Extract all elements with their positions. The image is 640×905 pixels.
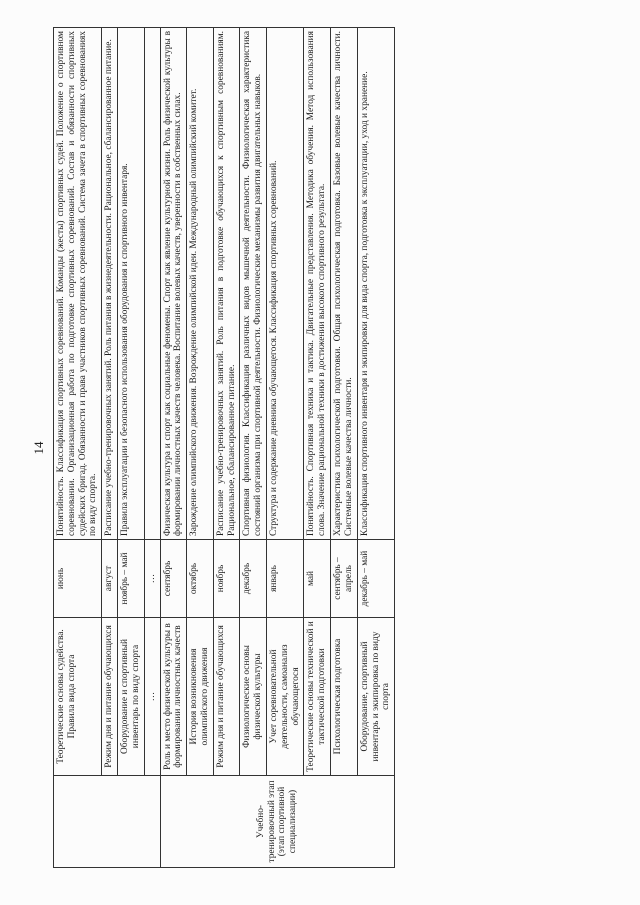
month-cell: ноябрь – май bbox=[118, 540, 145, 618]
topic-cell: Теоретические основы технической и тактической подготовки bbox=[304, 618, 331, 776]
table-row bbox=[331, 28, 358, 868]
month-cell: декабрь bbox=[240, 540, 267, 618]
theory-plan-table bbox=[53, 27, 395, 868]
topic-cell: Физиологические основы физической культуры bbox=[240, 618, 267, 776]
content-cell: Структура и содержание дневника обучающегося. Классификация спортивных соревнований. bbox=[267, 28, 304, 540]
content-cell: Физическая культура и спорт как социальные феномены. Спорт как явление культурной жизни. Роль физической культуры в формировании личностных качеств человека. Воспитание волевых качеств, уверенности в собственных силах. bbox=[160, 28, 187, 540]
content-cell: Расписание учебно-тренировочных занятий. Роль питания в жизнедеятельности. Рациональное, сбалансированное питание. bbox=[102, 28, 118, 540]
month-cell: июнь bbox=[54, 540, 102, 618]
topic-cell: Учет соревновательной деятельности, самоанализ обучающегося bbox=[267, 618, 304, 776]
content-cell: Понятийность. Спортивная техника и тактика. Двигательные представления. Методика обучения. Метод использования слова. Значение рациональной техники в достижении высокого спортивного результата. bbox=[304, 28, 331, 540]
content-cell: Понятийность. Классификация спортивных соревнований. Команды (жесты) спортивных судей. Положение о спортивном соревновании. Организационная работа по подготовке спортивных соревнований. Состав и обязанности спортивных судейских бригад. Обязанности и права участников спортивных соревнований. Система зачета в спортивных соревнованиях по виду спорта. bbox=[54, 28, 102, 540]
stage-cell: Учебно-тренировочный этап (этап спортивной специализации) bbox=[160, 776, 395, 868]
table-row bbox=[187, 28, 214, 868]
topic-cell: Режим дня и питание обучающихся bbox=[102, 618, 118, 776]
table-row bbox=[304, 28, 331, 868]
page-number: 14 bbox=[31, 441, 46, 455]
topic-cell: Теоретические основы судейства. Правила вида спорта bbox=[54, 618, 102, 776]
table-row bbox=[54, 28, 102, 868]
table-row bbox=[240, 28, 267, 868]
month-cell: август bbox=[102, 540, 118, 618]
content-cell bbox=[144, 28, 160, 540]
topic-cell: Оборудование, спортивный инвентарь и экипировка по виду спорта bbox=[357, 618, 394, 776]
month-cell: сентябрь bbox=[160, 540, 187, 618]
topic-cell: Оборудование и спортивный инвентарь по виду спорта bbox=[118, 618, 145, 776]
table-row bbox=[213, 28, 240, 868]
topic-cell: Режим дня и питание обучающихся bbox=[213, 618, 240, 776]
content-cell: Спортивная физиология. Классификация различных видов мышечной деятельности. Физиологическая характеристика состояний организма при спортивной деятельности. Физиологические механизмы развития двигательных навыков. bbox=[240, 28, 267, 540]
month-cell: май bbox=[304, 540, 331, 618]
table-row bbox=[160, 28, 187, 868]
month-cell: ноябрь bbox=[213, 540, 240, 618]
content-cell: Классификация спортивного инвентаря и экипировки для вида спорта, подготовка к эксплуатации, уход и хранение. bbox=[357, 28, 394, 540]
month-cell: сентябрь – апрель bbox=[331, 540, 358, 618]
month-cell: январь bbox=[267, 540, 304, 618]
topic-cell: История возникновения олимпийского движения bbox=[187, 618, 214, 776]
content-cell: Зарождение олимпийского движения. Возрождение олимпийской идеи. Международный олимпийский комитет. bbox=[187, 28, 214, 540]
table-row bbox=[267, 28, 304, 868]
table-row bbox=[357, 28, 394, 868]
stage-cell-empty bbox=[54, 776, 161, 868]
month-cell: … bbox=[144, 540, 160, 618]
content-cell: Характеристика психологической подготовки. Общая психологическая подготовка. Базовые волевые качества личности. Системные волевые качества личности. bbox=[331, 28, 358, 540]
topic-cell: Психологическая подготовка bbox=[331, 618, 358, 776]
content-cell: Правила эксплуатации и безопасного использования оборудования и спортивного инвентаря. bbox=[118, 28, 145, 540]
table-row bbox=[144, 28, 160, 868]
rotated-table-block bbox=[31, 28, 533, 868]
table-row bbox=[118, 28, 145, 868]
content-cell: Расписание учебно-тренировочных занятий. Роль питания в подготовке обучающихся к спортивным соревнованиям. Рациональное, сбалансированное питание. bbox=[213, 28, 240, 540]
table-row bbox=[102, 28, 118, 868]
topic-cell: Роль и место физической культуры в формировании личностных качеств bbox=[160, 618, 187, 776]
month-cell: декабрь – май bbox=[357, 540, 394, 618]
topic-cell: … bbox=[144, 618, 160, 776]
month-cell: октябрь bbox=[187, 540, 214, 618]
